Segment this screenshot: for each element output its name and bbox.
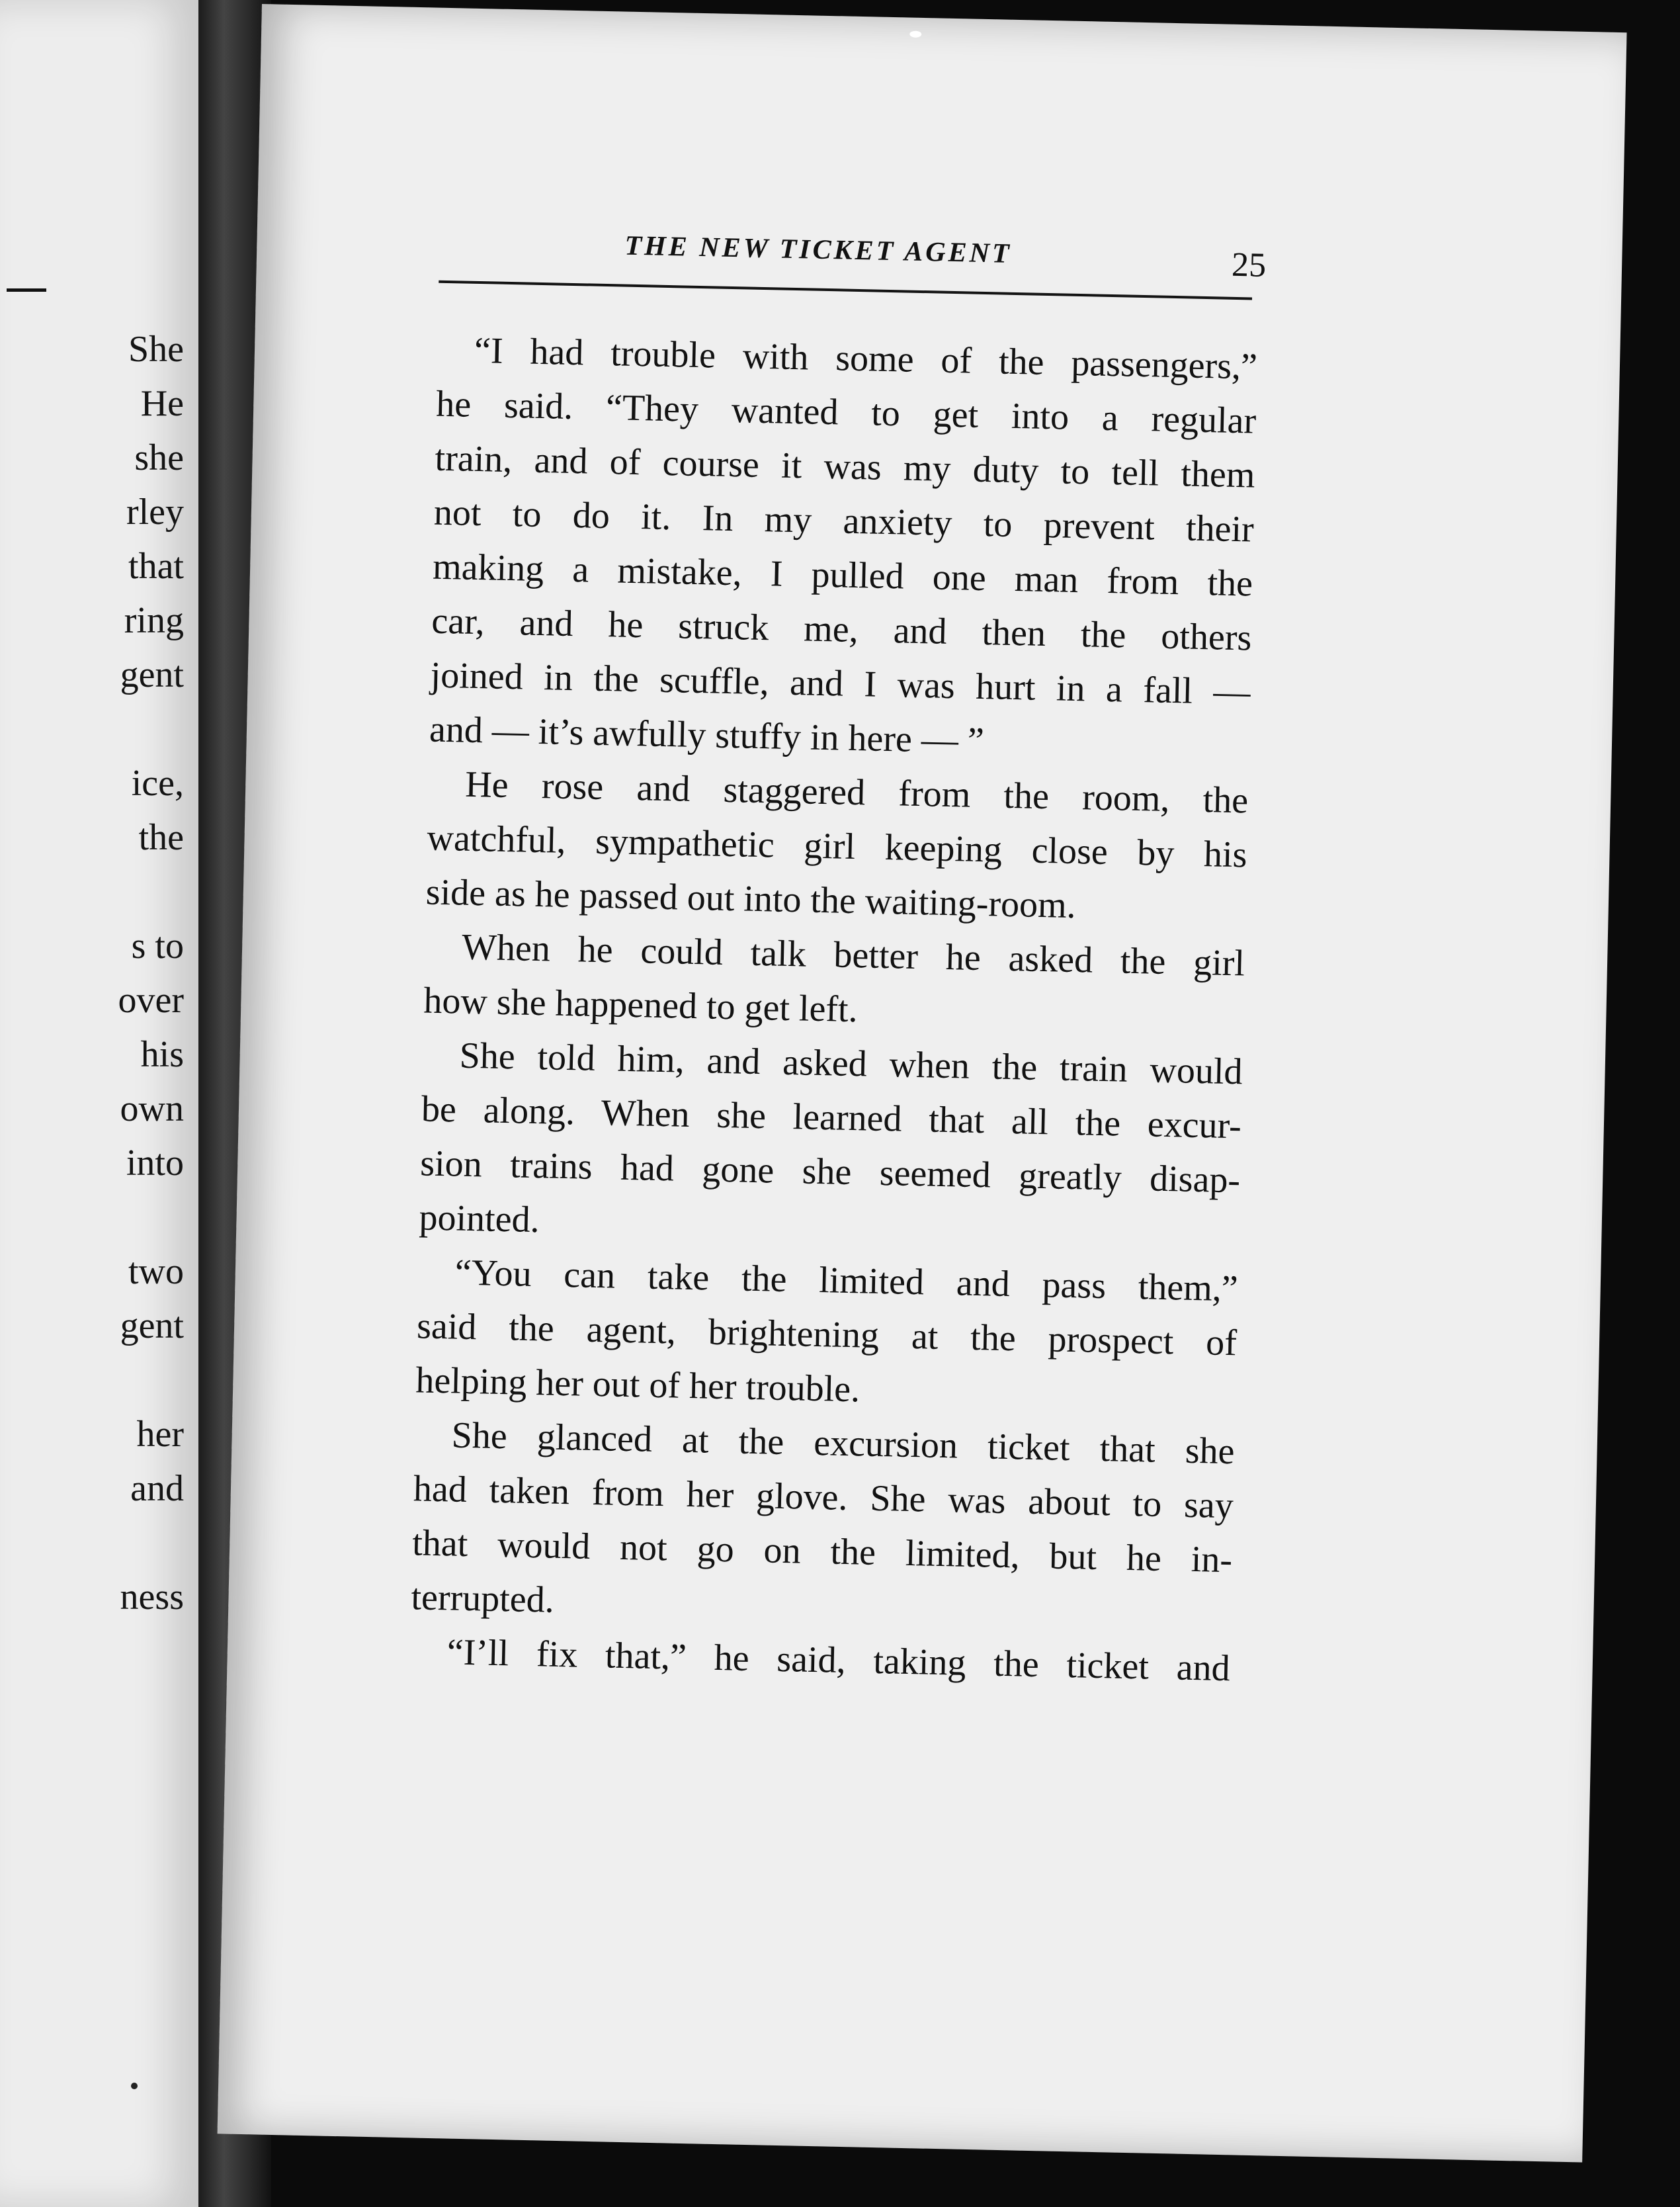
previous-page-line: gent — [120, 1305, 184, 1346]
previous-page-line: over — [118, 980, 184, 1021]
text-line: had taken from her glove. She was about to say — [413, 1468, 1234, 1527]
previous-page-line: her — [136, 1414, 184, 1455]
text-line: train, and of course it was my duty to tell them — [435, 437, 1256, 496]
previous-page-line: that — [128, 546, 184, 587]
text-line: She glanced at the excursion ticket that she — [451, 1414, 1236, 1473]
text-line: “You can take the limited and pass them,” — [454, 1252, 1239, 1310]
previous-page-line: rley — [126, 492, 184, 533]
previous-page-line: ring — [124, 600, 184, 641]
text-line: that would not go on the limited, but he in- — [411, 1522, 1233, 1581]
previous-page-line: she — [134, 437, 184, 478]
text-line: be along. When she learned that all the excur- — [421, 1088, 1242, 1147]
text-line: He rose and staggered from the room, the — [464, 763, 1249, 822]
previous-page-fragment — [0, 0, 198, 2207]
text-line: not to do it. In my anxiety to prevent their — [433, 492, 1255, 550]
text-line: “I’ll fix that,” he said, taking the ticket and — [446, 1631, 1231, 1690]
page-header — [439, 226, 1267, 310]
text-line: side as he passed out into the waiting-room. — [425, 871, 1077, 927]
previous-page-line: two — [128, 1251, 184, 1292]
text-line: sion trains had gone she seemed greatly disap- — [419, 1143, 1241, 1201]
previous-page-line: the — [138, 817, 184, 858]
text-line: watchful, sympathetic girl keeping close by his — [427, 817, 1248, 876]
text-line: “I had trouble with some of the passengers,” — [474, 329, 1258, 388]
previous-page-line: and — [130, 1468, 184, 1509]
text-line: She told him, and asked when the train would — [459, 1035, 1243, 1093]
previous-page-line: into — [126, 1143, 184, 1184]
previous-page-line: s to — [131, 926, 184, 967]
running-title: THE NEW TICKET AGENT — [624, 230, 1013, 269]
text-line: car, and he struck me, and then the others — [431, 600, 1252, 659]
previous-page-line: She — [128, 329, 184, 370]
previous-page-line: gent — [120, 654, 184, 695]
current-page — [218, 4, 1627, 2163]
paper-speck — [909, 31, 921, 38]
page-number: 25 — [1231, 245, 1267, 284]
text-line: helping her out of her trouble. — [415, 1360, 861, 1410]
previous-page-line: ice, — [131, 763, 184, 804]
text-line: how she happened to get left. — [423, 980, 859, 1031]
previous-page-rule — [7, 288, 46, 292]
text-line: When he could talk better he asked the girl — [461, 926, 1245, 984]
text-line: he said. “They wanted to get into a regular — [435, 383, 1257, 442]
text-line: pointed. — [418, 1197, 540, 1241]
text-line: and — it’s awfully stuffy in here — ” — [429, 709, 985, 762]
header-rule — [439, 281, 1252, 300]
text-line: joined in the scuffle, and I was hurt in a fall — — [430, 654, 1251, 713]
text-line: said the agent, brightening at the prospect of — [416, 1305, 1238, 1364]
previous-page-line: He — [140, 383, 184, 424]
text-line: terrupted. — [410, 1577, 555, 1621]
previous-page-line: own — [120, 1088, 184, 1129]
text-line: making a mistake, I pulled one man from the — [432, 546, 1253, 605]
previous-page-line: ness — [120, 1577, 184, 1618]
previous-page-line: his — [140, 1034, 184, 1075]
body-text — [409, 323, 1258, 1696]
ink-dot — [131, 2083, 138, 2089]
